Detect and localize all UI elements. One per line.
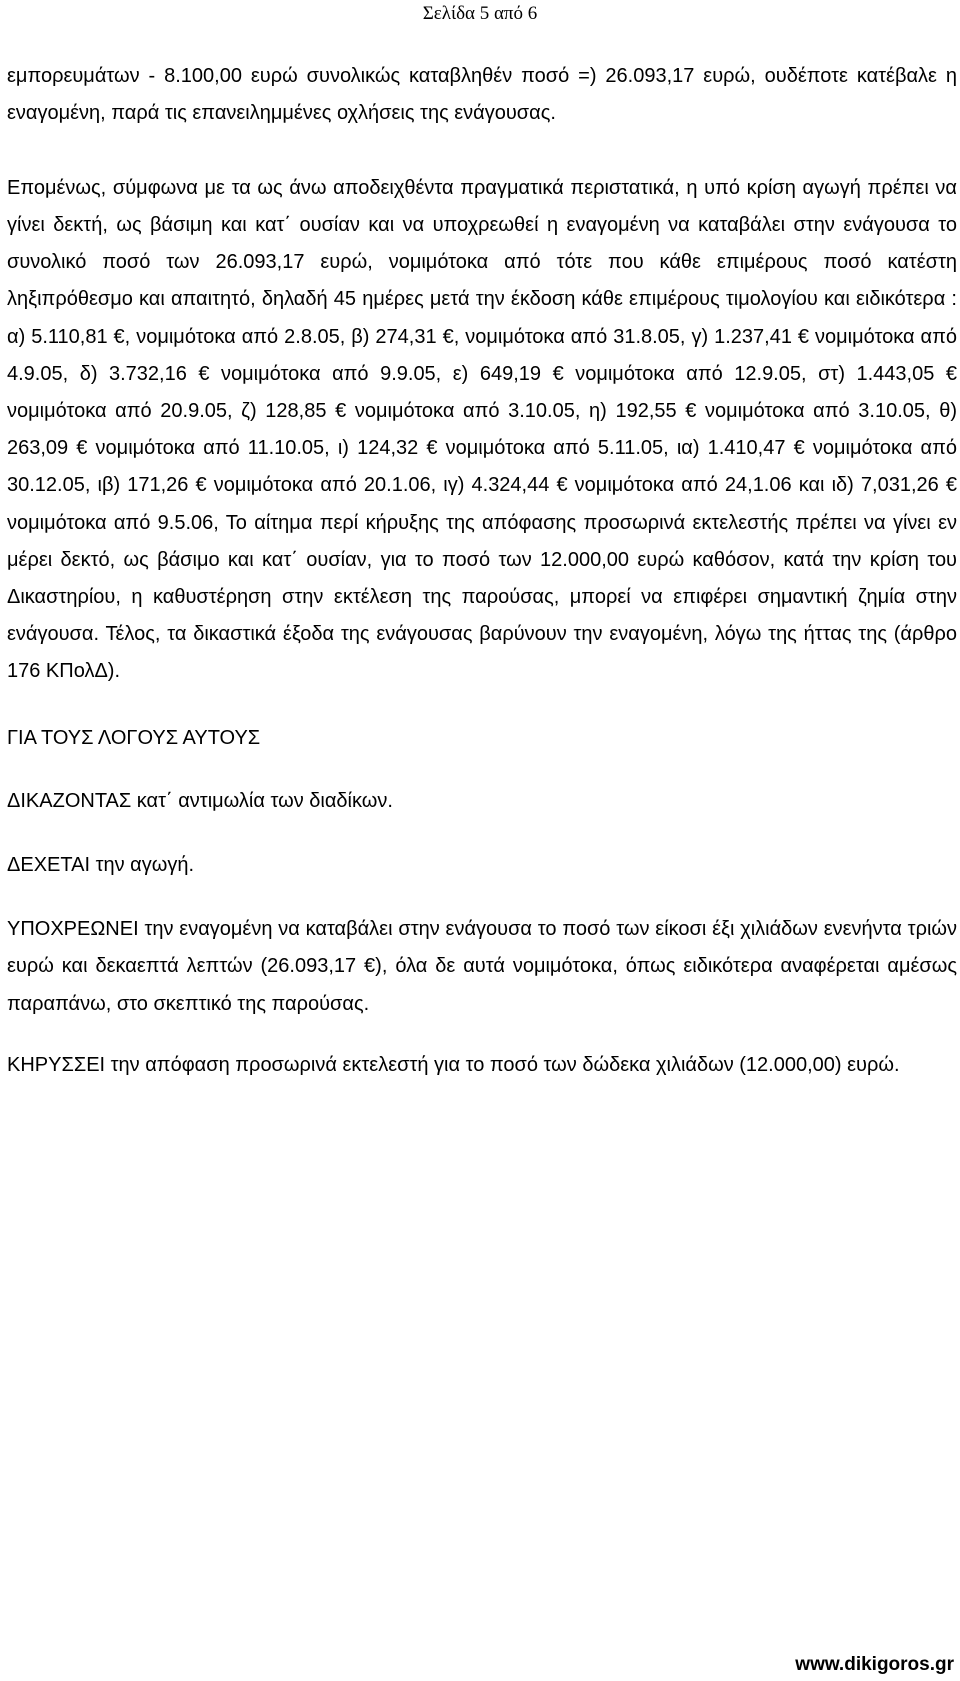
paragraph-spacer (7, 757, 957, 783)
paragraph-reasoning: Επομένως, σύμφωνα με τα ως άνω αποδειχθέντα πραγματικά περιστατικά, η υπό κρίση αγωγή πρέπει να γίνει δεκτή, ως βάσιμη και κατ΄ ουσίαν και να υποχρεωθεί η εναγομένη να καταβάλει στην ενάγουσα το συνολικό ποσό των 26.093,17 ευρώ, νομιμότοκα από τότε που κάθε επιμέρους ποσό κατέστη ληξιπρόθεσμο και απαιτητό, δηλαδή 45 ημέρες μετά την έκδοση κάθε επιμέρους τιμολογίου και ειδικότερα : α) 5.110,81 €, νομιμότοκα από 2.8.05, β) 274,31 €, νομιμότοκα από 31.8.05, γ) 1.237,41 € νομιμότοκα από 4.9.05, δ) 3.732,16 € νομιμότοκα από 9.9.05, ε) 649,19 € νομιμότοκα από 12.9.05, στ) 1.443,05 € νομιμότοκα από 20.9.05, ζ) 128,85 € νομιμότοκα από 3.10.05, η) 192,55 € νομιμότοκα από 3.10.05, θ) 263,09 € νομιμότοκα από 11.10.05, ι) 124,32 € νομιμότοκα από 5.11.05, ια) 1.410,47 € νομιμότοκα από 30.12.05, ιβ) 171,26 € νομιμότοκα από 20.1.06, ιγ) 4.324,44 € νομιμότοκα από 24,1.06 και ιδ) 7,031,26 € νομιμότοκα από 9.5.06, Το αίτημα περί κήρυξης της απόφασης προσωρινά εκτελεστής πρέπει να γίνει εν μέρει δεκτό, ως βάσιμο και κατ΄ ουσίαν, για το ποσό των 12.000,00 ευρώ καθόσον, κατά την κρίση του Δικαστηρίου, η καθυστέρηση στην εκτέλεση της παρούσας, μπορεί να επιφέρει σημαντική ζημία στην ενάγουσα. Τέλος, τα δικαστικά έξοδα της ενάγουσας βαρύνουν την εναγομένη, λόγω της ήττας της (άρθρο 176 ΚΠολΔ). (7, 176, 957, 683)
paragraph-spacer (7, 691, 957, 720)
footer-site-link[interactable]: www.dikigoros.gr (795, 1654, 954, 1675)
paragraph-spacer (7, 884, 957, 911)
ruling-accepts: ΔΕΧΕΤΑΙ την αγωγή. (7, 854, 195, 877)
paragraph-spacer (7, 1023, 957, 1047)
document-body (7, 58, 957, 1084)
paragraph-spacer (7, 820, 957, 847)
ruling-adjudicating: ΔΙΚΑΖΟΝΤΑΣ κατ΄ αντιμωλία των διαδίκων. (7, 789, 393, 812)
paragraph-spacer (7, 132, 957, 169)
ruling-obliges: ΥΠΟΧΡΕΩΝΕΙ την εναγομένη να καταβάλει στην ενάγουσα το ποσό των είκοσι έξι χιλιάδων ενενήντα τριών ευρώ και δεκαεπτά λεπτών (26.093,17 €), όλα δε αυτά νομιμότοκα, όπως ειδικότερα αναφέρεται αμέσως παραπάνω, στο σκεπτικό της παρούσας. (7, 918, 957, 1015)
page-number-header: Σελίδα 5 από 6 (422, 3, 538, 24)
ruling-declares: ΚΗΡΥΣΣΕΙ την απόφαση προσωρινά εκτελεστή για το ποσό των δώδεκα χιλιάδων (12.000,00) ευρώ. (7, 1053, 900, 1076)
paragraph-continuation: εμπορευμάτων - 8.100,00 ευρώ συνολικώς καταβληθέν ποσό =) 26.093,17 ευρώ, ουδέποτε κατέβαλε η εναγομένη, παρά τις επανειλημμένες οχλήσεις της ενάγουσας. (7, 65, 957, 125)
section-heading: ΓΙΑ ΤΟΥΣ ΛΟΓΟΥΣ ΑΥΤΟΥΣ (7, 726, 261, 749)
